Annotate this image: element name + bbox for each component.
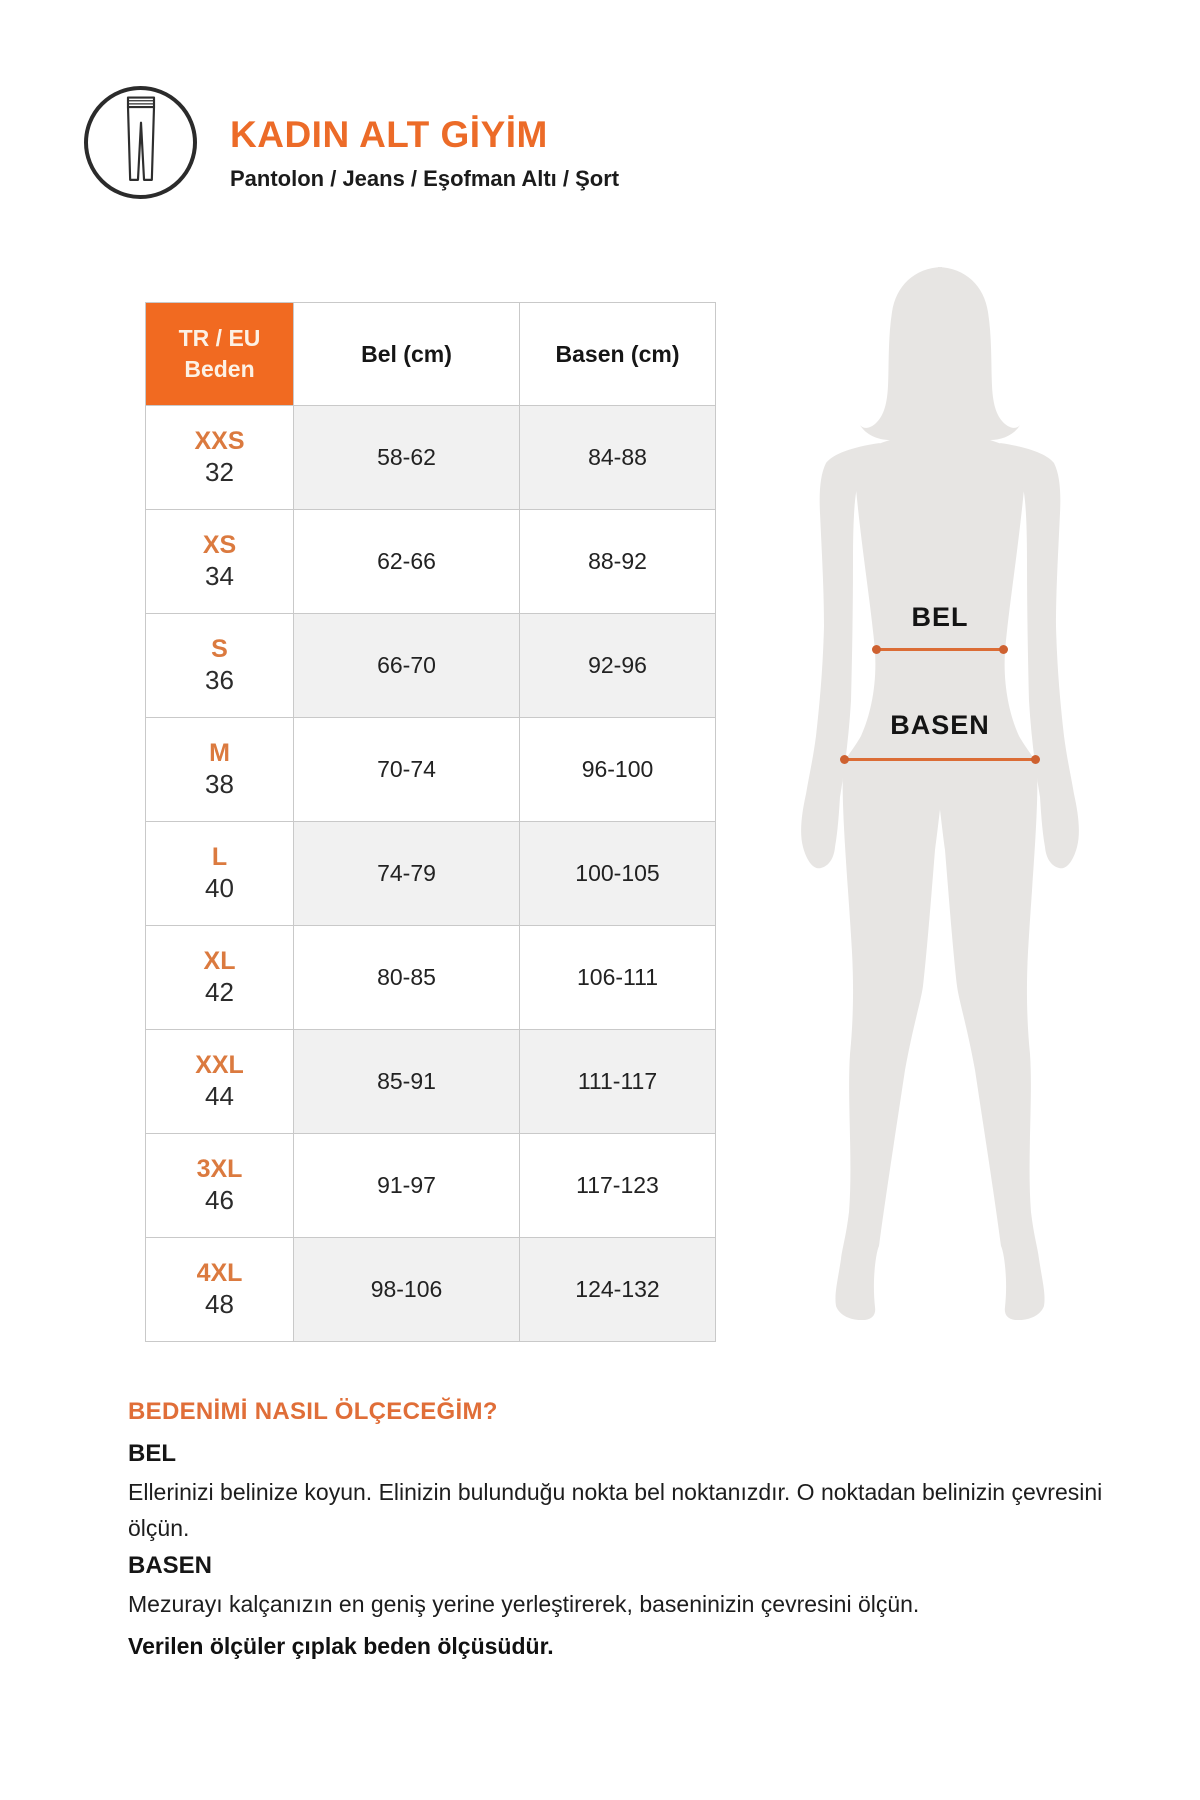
size-cell (146, 406, 294, 510)
size-cell (146, 1238, 294, 1342)
how-to-title: BEDENİMİ NASIL ÖLÇECEĞİM? (128, 1398, 498, 1425)
female-body-silhouette (780, 260, 1100, 1320)
size-number: 40 (205, 873, 234, 903)
size-cell (146, 926, 294, 1030)
size-number: 34 (205, 561, 234, 591)
waist-range-cell: 70-74 (294, 718, 520, 822)
waist-measure-label: BEL (911, 602, 969, 632)
category-badge (84, 86, 197, 199)
measurement-note: Verilen ölçüler çıplak beden ölçüsüdür. (128, 1633, 554, 1659)
how-to-measure-section (128, 1398, 1118, 1670)
hip-measure-label: BASEN (890, 710, 990, 740)
waist-range-cell: 98-106 (294, 1238, 520, 1342)
size-label: 4XL (196, 1259, 243, 1287)
waist-range-cell: 66-70 (294, 614, 520, 718)
waist-section-text: Ellerinizi belinize koyun. Elinizin bulunduğu nokta bel noktanızdır. O noktadan belinizin çevresini ölçün. (128, 1479, 1103, 1541)
size-number: 32 (205, 457, 234, 487)
size-label: XL (203, 947, 236, 975)
size-label: M (209, 739, 230, 767)
size-cell (146, 1030, 294, 1134)
hip-range-cell: 96-100 (520, 718, 716, 822)
column-header-size-line1: TR / EU (178, 325, 261, 351)
size-label: XXS (194, 427, 245, 455)
waist-range-cell: 85-91 (294, 1030, 520, 1134)
hip-range-cell: 106-111 (520, 926, 716, 1030)
waist-range-cell: 91-97 (294, 1134, 520, 1238)
size-chart-table (145, 302, 716, 1342)
size-cell (146, 510, 294, 614)
waist-section-heading: BEL (128, 1440, 176, 1467)
size-table-row (146, 1030, 716, 1134)
hip-section-text: Mezurayı kalçanızın en geniş yerine yerleştirerek, baseninizin çevresini ölçün. (128, 1591, 920, 1617)
trousers-icon (115, 93, 167, 192)
size-cell (146, 614, 294, 718)
hip-range-cell: 92-96 (520, 614, 716, 718)
size-label: 3XL (196, 1155, 243, 1183)
waist-range-cell: 80-85 (294, 926, 520, 1030)
hip-range-cell: 111-117 (520, 1030, 716, 1134)
size-table-row (146, 822, 716, 926)
hip-range-cell: 88-92 (520, 510, 716, 614)
size-cell (146, 1134, 294, 1238)
hip-range-cell: 84-88 (520, 406, 716, 510)
column-header-size (146, 303, 294, 406)
column-header-waist: Bel (cm) (294, 303, 520, 406)
column-header-hip: Basen (cm) (520, 303, 716, 406)
hip-measure-line (843, 758, 1037, 761)
size-table-row (146, 510, 716, 614)
waist-range-cell: 62-66 (294, 510, 520, 614)
hip-section-heading: BASEN (128, 1552, 213, 1579)
size-number: 38 (205, 769, 234, 799)
size-table-row (146, 1238, 716, 1342)
column-header-size-line2: Beden (184, 356, 255, 382)
size-table-header-row (146, 303, 716, 406)
size-number: 36 (205, 665, 234, 695)
hip-range-cell: 117-123 (520, 1134, 716, 1238)
size-table-row (146, 718, 716, 822)
hip-range-cell: 100-105 (520, 822, 716, 926)
waist-range-cell: 74-79 (294, 822, 520, 926)
size-label: S (211, 635, 228, 663)
size-table-row (146, 1134, 716, 1238)
size-table-row (146, 926, 716, 1030)
size-cell (146, 822, 294, 926)
size-number: 42 (205, 977, 234, 1007)
page-subtitle: Pantolon / Jeans / Eşofman Altı / Şort (230, 166, 620, 191)
page-title: KADIN ALT GİYİM (230, 114, 548, 155)
hip-range-cell: 124-132 (520, 1238, 716, 1342)
size-table-row (146, 406, 716, 510)
waist-range-cell: 58-62 (294, 406, 520, 510)
size-label: XXL (195, 1051, 244, 1079)
size-label: XS (202, 531, 237, 559)
size-number: 46 (205, 1185, 234, 1215)
size-number: 48 (205, 1289, 234, 1319)
size-table-body (146, 406, 716, 1342)
size-label: L (211, 843, 228, 871)
waist-measure-line (875, 648, 1005, 651)
size-table-row (146, 614, 716, 718)
size-number: 44 (205, 1081, 234, 1111)
size-cell (146, 718, 294, 822)
